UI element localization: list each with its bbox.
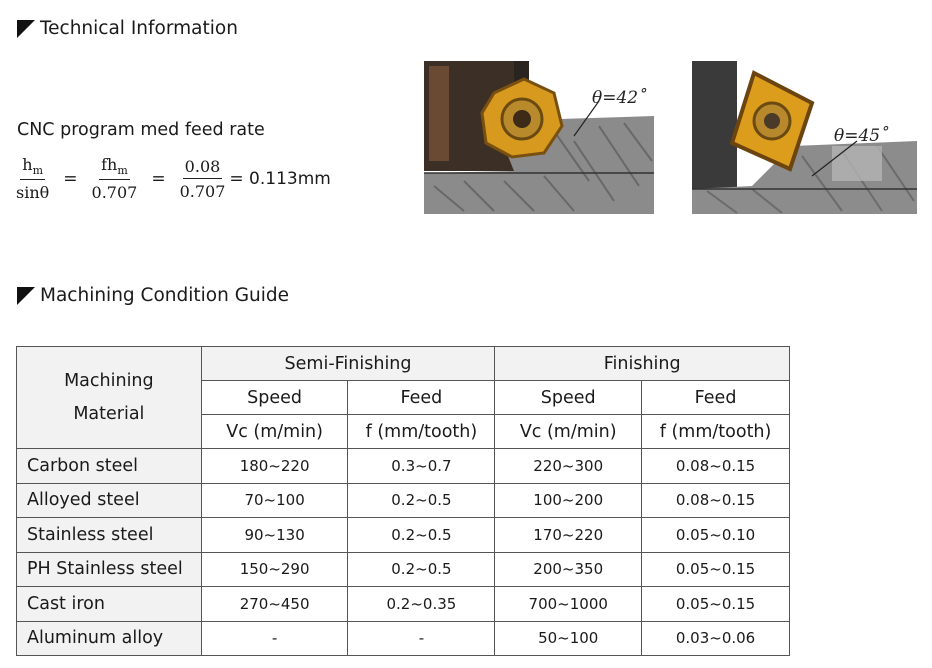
fraction-3-denominator: 0.707 [179,181,226,201]
table-row [17,483,790,518]
semi-feed-cell: 0.3~0.7 [348,449,495,484]
formula-result: = 0.113mm [229,168,331,189]
material-cell: Cast iron [17,587,202,622]
fin-speed-cell: 50~100 [495,621,642,656]
header-semi-finishing: Semi-Finishing [201,347,495,381]
fin-feed-cell: 0.05~0.15 [642,552,790,587]
fin-feed-cell: 0.08~0.15 [642,449,790,484]
table-row [17,449,790,484]
header-machining-material [17,347,202,449]
machining-condition-heading [17,285,289,306]
semi-feed-cell: 0.2~0.35 [348,587,495,622]
fin-speed-cell: 200~350 [495,552,642,587]
fraction-2-denominator: 0.707 [91,183,138,203]
semi-speed-cell: 150~290 [201,552,348,587]
semi-speed-cell: 90~130 [201,518,348,553]
machining-condition-title: Machining Condition Guide [40,285,290,306]
triangle-marker-icon [17,20,35,38]
fraction-2-numerator: $fh_m$ [99,155,130,180]
fin-speed-cell: 220~300 [495,449,642,484]
semi-feed-cell: 0.2~0.5 [348,552,495,587]
machining-condition-table [16,346,790,656]
fin-feed-cell: 0.03~0.06 [642,621,790,656]
semi-feed-cell: 0.2~0.5 [348,518,495,553]
square-insert-photo [692,61,917,214]
fin-speed-cell: 170~220 [495,518,642,553]
header-material-line1: Machining [64,370,154,391]
fin-speed-cell: 700~1000 [495,587,642,622]
feed-rate-formula [16,155,331,202]
triangle-marker-icon [17,287,35,305]
fin-feed-cell: 0.05~0.10 [642,518,790,553]
semi-feed-cell: - [348,621,495,656]
header-fin-speed-unit: Vc (m/min) [495,415,642,449]
semi-speed-cell: - [201,621,348,656]
header-fin-speed: Speed [495,381,642,415]
semi-feed-cell: 0.2~0.5 [348,483,495,518]
fraction-1-numerator: $h_m$ [20,155,45,180]
table-row [17,518,790,553]
technical-information-title: Technical Information [40,18,238,39]
header-semi-speed-unit: Vc (m/min) [201,415,348,449]
equals-sign: = [151,168,166,189]
table-row [17,552,790,587]
header-fin-feed-unit: f (mm/tooth) [642,415,790,449]
header-fin-feed: Feed [642,381,790,415]
fin-speed-cell: 100~200 [495,483,642,518]
fin-feed-cell: 0.08~0.15 [642,483,790,518]
header-finishing: Finishing [495,347,790,381]
material-cell: PH Stainless steel [17,552,202,587]
header-semi-feed: Feed [348,381,495,415]
fraction-1-denominator: sinθ [16,183,50,203]
semi-speed-cell: 270~450 [201,587,348,622]
semi-speed-cell: 180~220 [201,449,348,484]
fraction-1 [16,155,49,202]
technical-information-heading [17,18,238,39]
material-cell: Alloyed steel [17,483,202,518]
left-angle-label: θ=42˚ [592,88,647,108]
table-row [17,587,790,622]
right-angle-label: θ=45˚ [834,126,889,146]
semi-speed-cell: 70~100 [201,483,348,518]
fin-feed-cell: 0.05~0.15 [642,587,790,622]
material-cell: Stainless steel [17,518,202,553]
material-cell: Aluminum alloy [17,621,202,656]
header-material-line2: Material [73,403,145,424]
formula-label: CNC program med feed rate [17,120,265,140]
material-cell: Carbon steel [17,449,202,484]
table-row [17,621,790,656]
hexagon-insert-photo [424,61,654,214]
fraction-3-numerator: 0.08 [183,157,223,179]
equals-sign: = [63,168,78,189]
fraction-3 [180,157,226,201]
header-semi-feed-unit: f (mm/tooth) [348,415,495,449]
table-header-row [17,347,790,381]
fraction-2 [92,155,138,202]
header-semi-speed: Speed [201,381,348,415]
